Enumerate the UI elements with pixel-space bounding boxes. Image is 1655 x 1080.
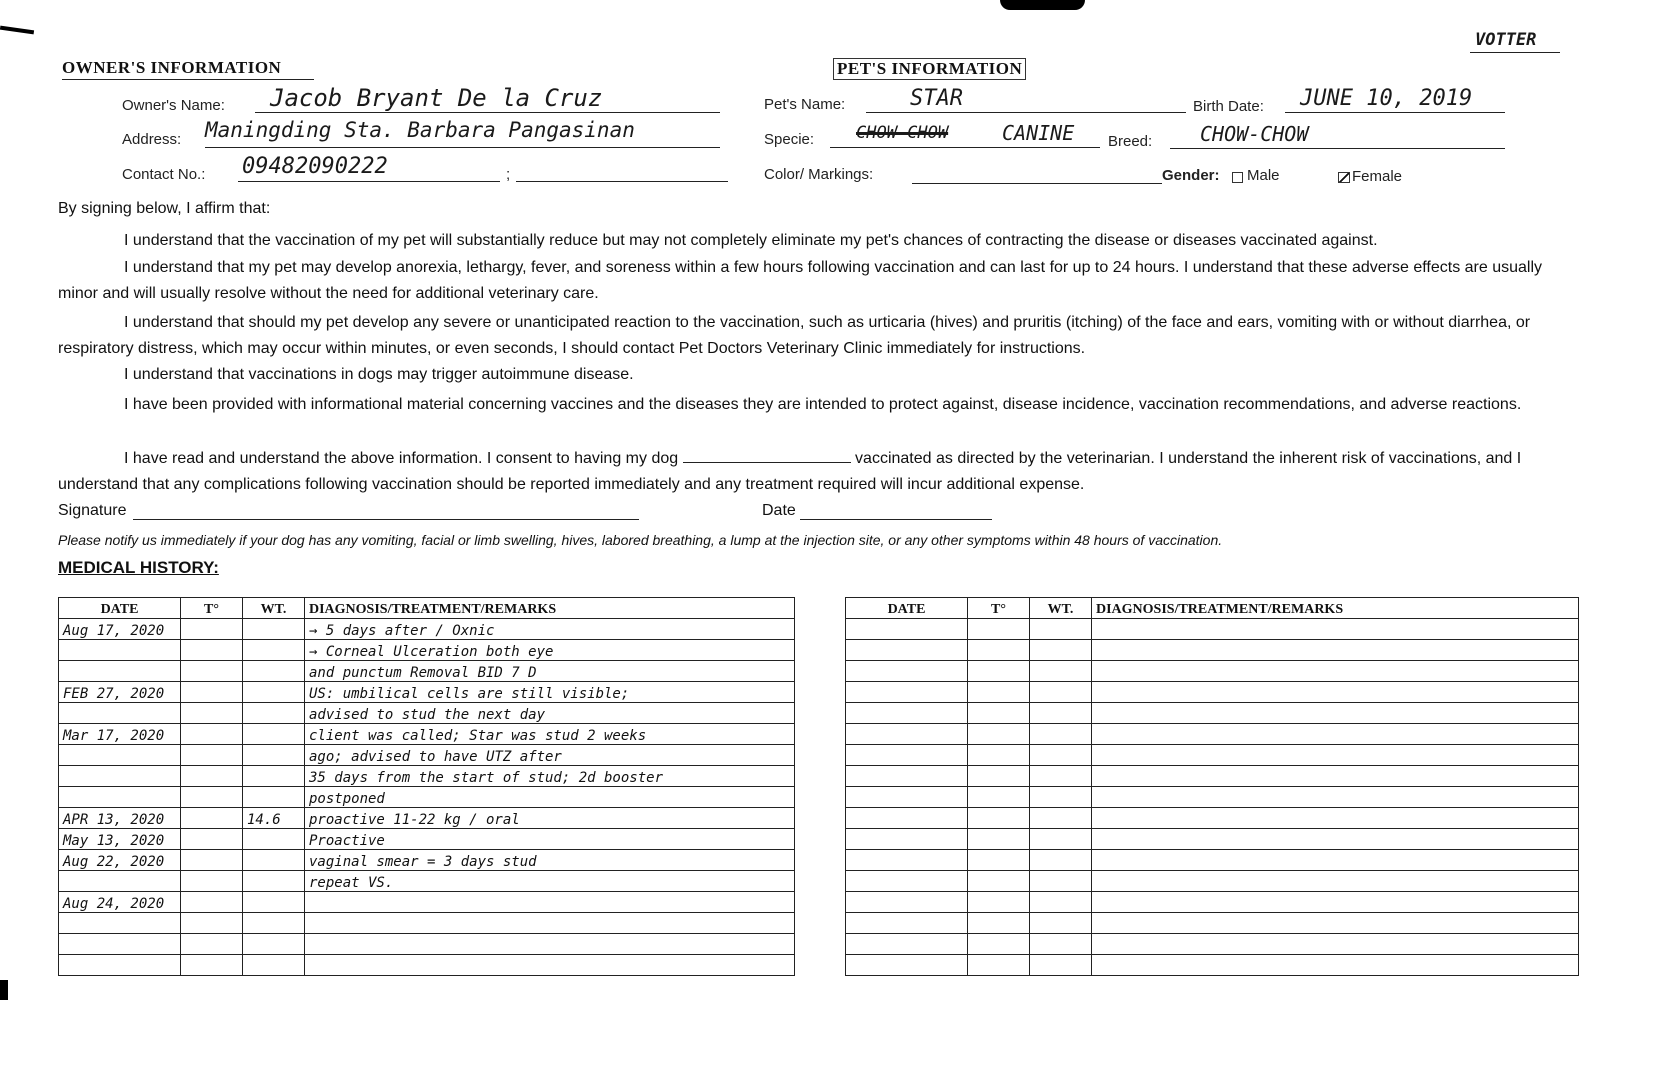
cell-weight bbox=[1030, 766, 1092, 787]
cell-date bbox=[846, 703, 968, 724]
cell-remarks bbox=[1092, 640, 1579, 661]
cell-weight bbox=[1030, 808, 1092, 829]
table-row bbox=[59, 640, 795, 661]
table-row bbox=[846, 871, 1579, 892]
table-row bbox=[59, 661, 795, 682]
cell-remarks bbox=[305, 913, 795, 934]
owner-address-line bbox=[205, 147, 720, 148]
table-row bbox=[846, 892, 1579, 913]
date-line[interactable] bbox=[800, 519, 992, 520]
cell-weight bbox=[243, 745, 305, 766]
cell-temp bbox=[181, 703, 243, 724]
cell-temp bbox=[968, 745, 1030, 766]
table-row bbox=[59, 934, 795, 955]
cell-weight bbox=[243, 682, 305, 703]
table-row bbox=[59, 808, 795, 829]
cell-remarks bbox=[1092, 829, 1579, 850]
cell-temp bbox=[968, 871, 1030, 892]
table-row bbox=[59, 703, 795, 724]
cell-temp bbox=[181, 787, 243, 808]
cell-date bbox=[59, 661, 181, 682]
cell-temp bbox=[968, 766, 1030, 787]
cell-remarks bbox=[1092, 619, 1579, 640]
affirm-paragraph-1 bbox=[58, 228, 1578, 254]
cell-weight bbox=[1030, 850, 1092, 871]
owner-contact-label: Contact No.: bbox=[122, 166, 206, 183]
cell-remarks bbox=[1092, 934, 1579, 955]
cell-date: Aug 24, 2020 bbox=[59, 892, 181, 913]
table-row bbox=[846, 682, 1579, 703]
owner-name-value: Jacob Bryant De la Cruz bbox=[270, 84, 603, 112]
cell-date bbox=[59, 934, 181, 955]
scan-mark-top-left bbox=[0, 26, 34, 35]
col-weight: WT. bbox=[243, 598, 305, 619]
cell-date bbox=[59, 640, 181, 661]
cell-weight bbox=[1030, 913, 1092, 934]
cell-temp bbox=[968, 808, 1030, 829]
cell-weight bbox=[1030, 892, 1092, 913]
table-row bbox=[59, 955, 795, 976]
cell-temp bbox=[181, 871, 243, 892]
pet-color-line bbox=[912, 183, 1162, 184]
table-row bbox=[846, 745, 1579, 766]
affirm-p5-text: I have been provided with informational material concerning vaccines and the diseases they are intended to protect against, disease incidence, vaccination recommendations, and adverse reactions. bbox=[124, 396, 1522, 413]
pet-name-value: STAR bbox=[910, 86, 963, 111]
corner-note-underline bbox=[1470, 52, 1560, 53]
pet-breed-label: Breed: bbox=[1108, 133, 1153, 150]
cell-temp bbox=[968, 934, 1030, 955]
cell-date bbox=[59, 955, 181, 976]
cell-temp bbox=[181, 766, 243, 787]
cell-temp bbox=[181, 724, 243, 745]
cell-weight bbox=[243, 703, 305, 724]
table-row bbox=[846, 913, 1579, 934]
cell-weight bbox=[1030, 682, 1092, 703]
pet-breed-line bbox=[1170, 148, 1505, 149]
owner-name-label: Owner's Name: bbox=[122, 97, 225, 114]
notice-text: Please notify us immediately if your dog has any vomiting, facial or limb swelling, hives, labored breathing, a lump at the injection site, or any other symptoms within 48 hours of vaccination. bbox=[58, 532, 1223, 548]
medical-heading: MEDICAL HISTORY: bbox=[58, 558, 219, 577]
table-row bbox=[59, 787, 795, 808]
affirm-intro: By signing below, I affirm that: bbox=[58, 200, 271, 217]
cell-date bbox=[846, 682, 968, 703]
gender-male-checkbox[interactable] bbox=[1232, 172, 1243, 183]
affirm-paragraph-6 bbox=[58, 446, 1578, 498]
cell-temp bbox=[181, 850, 243, 871]
cell-date bbox=[846, 850, 968, 871]
cell-remarks: ago; advised to have UTZ after bbox=[305, 745, 795, 766]
pet-species-struck: CHOW CHOW bbox=[856, 123, 949, 143]
medical-table-left bbox=[58, 597, 795, 976]
cell-remarks bbox=[305, 934, 795, 955]
cell-weight bbox=[1030, 955, 1092, 976]
cell-temp bbox=[968, 787, 1030, 808]
table-row bbox=[846, 808, 1579, 829]
scan-mark-top bbox=[1000, 0, 1085, 10]
cell-temp bbox=[181, 619, 243, 640]
cell-date bbox=[846, 871, 968, 892]
table-row bbox=[846, 619, 1579, 640]
cell-weight bbox=[1030, 871, 1092, 892]
pet-gender-label: Gender: bbox=[1162, 167, 1220, 184]
col-weight: WT. bbox=[1030, 598, 1092, 619]
cell-remarks bbox=[1092, 682, 1579, 703]
cell-temp bbox=[968, 619, 1030, 640]
cell-remarks bbox=[1092, 871, 1579, 892]
table-row bbox=[59, 682, 795, 703]
affirm-p6a-text: I have read and understand the above information. I consent to having my dog bbox=[124, 450, 679, 467]
cell-weight bbox=[243, 934, 305, 955]
cell-date bbox=[846, 829, 968, 850]
affirm-paragraph-3 bbox=[58, 310, 1578, 362]
cell-date bbox=[846, 892, 968, 913]
cell-remarks bbox=[1092, 913, 1579, 934]
cell-date bbox=[846, 955, 968, 976]
table-row bbox=[846, 724, 1579, 745]
cell-remarks: postponed bbox=[305, 787, 795, 808]
cell-weight bbox=[243, 871, 305, 892]
cell-date bbox=[846, 724, 968, 745]
medical-table-left-header bbox=[59, 598, 795, 619]
pet-birth-value: JUNE 10, 2019 bbox=[1300, 86, 1473, 111]
cell-temp bbox=[181, 913, 243, 934]
cell-temp bbox=[181, 934, 243, 955]
cell-remarks: vaginal smear = 3 days stud bbox=[305, 850, 795, 871]
affirm-p6b-text: vaccinated as directed by the veterinarian. I understand the inherent risk of vaccinations, and I understand that any complications following vaccination should be reported immediately and any treatment required will incur additional expense. bbox=[58, 450, 1522, 493]
cell-date: APR 13, 2020 bbox=[59, 808, 181, 829]
col-temp: T° bbox=[968, 598, 1030, 619]
cell-date bbox=[59, 766, 181, 787]
cell-date bbox=[846, 808, 968, 829]
corner-note: VOTTER bbox=[1475, 30, 1537, 50]
cell-remarks: proactive 11-22 kg / oral bbox=[305, 808, 795, 829]
cell-date bbox=[846, 787, 968, 808]
pet-heading: PET'S INFORMATION bbox=[833, 58, 1026, 80]
cell-temp bbox=[968, 682, 1030, 703]
cell-weight bbox=[1030, 640, 1092, 661]
owner-contact-line bbox=[238, 181, 500, 182]
cell-date bbox=[846, 745, 968, 766]
col-remarks: DIAGNOSIS/TREATMENT/REMARKS bbox=[305, 598, 795, 619]
cell-remarks bbox=[1092, 892, 1579, 913]
cell-remarks bbox=[1092, 703, 1579, 724]
cell-date: Aug 22, 2020 bbox=[59, 850, 181, 871]
pet-birth-line bbox=[1285, 112, 1505, 113]
cell-temp bbox=[181, 892, 243, 913]
table-row bbox=[59, 829, 795, 850]
owner-contact-line-2 bbox=[516, 181, 728, 182]
cell-remarks: Proactive bbox=[305, 829, 795, 850]
pet-breed-value: CHOW-CHOW bbox=[1200, 122, 1309, 146]
col-remarks: DIAGNOSIS/TREATMENT/REMARKS bbox=[1092, 598, 1579, 619]
cell-weight bbox=[243, 913, 305, 934]
cell-temp bbox=[181, 829, 243, 850]
affirm-p4-text: I understand that vaccinations in dogs may trigger autoimmune disease. bbox=[124, 366, 634, 383]
table-row bbox=[846, 829, 1579, 850]
cell-date bbox=[59, 703, 181, 724]
cell-date bbox=[59, 787, 181, 808]
date-label: Date bbox=[762, 502, 796, 519]
cell-weight bbox=[243, 724, 305, 745]
table-row bbox=[846, 850, 1579, 871]
cell-weight bbox=[1030, 619, 1092, 640]
cell-weight bbox=[1030, 724, 1092, 745]
table-row bbox=[846, 640, 1579, 661]
cell-date bbox=[846, 766, 968, 787]
col-temp: T° bbox=[181, 598, 243, 619]
gender-female-label: Female bbox=[1352, 168, 1403, 185]
gender-female-checkbox[interactable] bbox=[1338, 172, 1350, 183]
cell-remarks bbox=[1092, 850, 1579, 871]
cell-remarks: client was called; Star was stud 2 weeks bbox=[305, 724, 795, 745]
table-row bbox=[59, 892, 795, 913]
table-row bbox=[846, 766, 1579, 787]
cell-temp bbox=[968, 955, 1030, 976]
cell-weight bbox=[243, 640, 305, 661]
cell-date bbox=[59, 871, 181, 892]
cell-date bbox=[846, 661, 968, 682]
pet-species-line bbox=[830, 147, 1100, 148]
gender-male-label: Male bbox=[1247, 167, 1280, 184]
cell-temp bbox=[968, 640, 1030, 661]
affirm-p2-text: I understand that my pet may develop anorexia, lethargy, fever, and soreness within a few hours following vaccination and can last for up to 24 hours. I understand that these adverse effects are usually minor and will usually resolve without the need for additional veterinary care. bbox=[58, 259, 1543, 302]
affirm-paragraph-2 bbox=[58, 255, 1578, 307]
cell-weight bbox=[243, 955, 305, 976]
cell-date: Aug 17, 2020 bbox=[59, 619, 181, 640]
cell-temp bbox=[968, 661, 1030, 682]
table-row bbox=[59, 850, 795, 871]
cell-date bbox=[846, 619, 968, 640]
cell-remarks bbox=[1092, 766, 1579, 787]
cell-weight bbox=[1030, 787, 1092, 808]
cell-temp bbox=[968, 703, 1030, 724]
cell-date bbox=[59, 745, 181, 766]
dog-name-blank[interactable] bbox=[683, 448, 851, 463]
table-row bbox=[59, 871, 795, 892]
owner-contact-value: 09482090222 bbox=[242, 154, 388, 179]
owner-address-value: Maningding Sta. Barbara Pangasinan bbox=[205, 118, 635, 142]
cell-date bbox=[846, 913, 968, 934]
owner-heading: OWNER'S INFORMATION bbox=[62, 58, 282, 77]
cell-weight bbox=[243, 892, 305, 913]
cell-temp bbox=[181, 955, 243, 976]
affirm-p3-text: I understand that should my pet develop any severe or unanticipated reaction to the vaccination, such as urticaria (hives) and pruritis (itching) of the face and ears, vomiting with or without diarrhea, or respiratory distress, which may occur within minutes, or even seconds, I should contact Pet Doctors Veterinary Clinic immediately for instructions. bbox=[58, 314, 1531, 357]
cell-remarks bbox=[1092, 808, 1579, 829]
owner-address-label: Address: bbox=[122, 131, 182, 148]
cell-weight: 14.6 bbox=[243, 808, 305, 829]
cell-temp bbox=[968, 850, 1030, 871]
cell-temp bbox=[968, 913, 1030, 934]
cell-weight bbox=[1030, 745, 1092, 766]
cell-remarks: US: umbilical cells are still visible; bbox=[305, 682, 795, 703]
table-row bbox=[846, 661, 1579, 682]
table-row bbox=[846, 703, 1579, 724]
owner-heading-underline bbox=[62, 79, 314, 80]
cell-remarks bbox=[1092, 724, 1579, 745]
table-row bbox=[59, 724, 795, 745]
cell-weight bbox=[1030, 829, 1092, 850]
scan-mark-left-edge bbox=[0, 980, 8, 1000]
table-row bbox=[846, 934, 1579, 955]
col-date: DATE bbox=[59, 598, 181, 619]
cell-date: May 13, 2020 bbox=[59, 829, 181, 850]
cell-remarks bbox=[1092, 787, 1579, 808]
cell-weight bbox=[243, 661, 305, 682]
cell-weight bbox=[243, 850, 305, 871]
cell-remarks bbox=[1092, 745, 1579, 766]
cell-temp bbox=[181, 640, 243, 661]
table-row bbox=[59, 766, 795, 787]
cell-weight bbox=[243, 829, 305, 850]
cell-weight bbox=[1030, 703, 1092, 724]
cell-weight bbox=[1030, 661, 1092, 682]
table-row bbox=[846, 955, 1579, 976]
cell-weight bbox=[243, 766, 305, 787]
cell-temp bbox=[968, 724, 1030, 745]
cell-temp bbox=[968, 892, 1030, 913]
cell-temp bbox=[968, 829, 1030, 850]
table-row bbox=[59, 619, 795, 640]
pet-birth-label: Birth Date: bbox=[1193, 98, 1264, 115]
cell-temp bbox=[181, 682, 243, 703]
owner-contact-separator: ; bbox=[506, 166, 511, 183]
affirm-paragraph-5 bbox=[58, 392, 1578, 418]
col-date: DATE bbox=[846, 598, 968, 619]
pet-name-line bbox=[866, 112, 1186, 113]
cell-date bbox=[59, 913, 181, 934]
cell-remarks bbox=[1092, 955, 1579, 976]
pet-color-label: Color/ Markings: bbox=[764, 166, 874, 183]
cell-date bbox=[846, 934, 968, 955]
cell-date: Mar 17, 2020 bbox=[59, 724, 181, 745]
cell-remarks: repeat VS. bbox=[305, 871, 795, 892]
cell-date bbox=[846, 640, 968, 661]
cell-remarks bbox=[305, 955, 795, 976]
cell-remarks: and punctum Removal BID 7 D bbox=[305, 661, 795, 682]
cell-remarks bbox=[305, 892, 795, 913]
cell-temp bbox=[181, 661, 243, 682]
cell-temp bbox=[181, 745, 243, 766]
table-row bbox=[846, 787, 1579, 808]
cell-date: FEB 27, 2020 bbox=[59, 682, 181, 703]
cell-temp bbox=[181, 808, 243, 829]
cell-remarks bbox=[1092, 661, 1579, 682]
table-row bbox=[59, 745, 795, 766]
cell-weight bbox=[1030, 934, 1092, 955]
affirm-p1-text: I understand that the vaccination of my pet will substantially reduce but may not completely eliminate my pet's chances of contracting the disease or diseases vaccinated against. bbox=[124, 232, 1378, 249]
cell-weight bbox=[243, 787, 305, 808]
cell-remarks: → 5 days after / Oxnic bbox=[305, 619, 795, 640]
pet-species-value: CANINE bbox=[1002, 121, 1075, 145]
cell-remarks: → Corneal Ulceration both eye bbox=[305, 640, 795, 661]
owner-name-line bbox=[255, 112, 720, 113]
affirm-paragraph-4 bbox=[58, 362, 1578, 388]
table-row bbox=[59, 913, 795, 934]
medical-table-right-header bbox=[846, 598, 1579, 619]
signature-label: Signature bbox=[58, 502, 127, 519]
cell-remarks: 35 days from the start of stud; 2d booster bbox=[305, 766, 795, 787]
cell-remarks: advised to stud the next day bbox=[305, 703, 795, 724]
pet-species-label: Specie: bbox=[764, 131, 815, 148]
medical-table-right bbox=[845, 597, 1579, 976]
cell-weight bbox=[243, 619, 305, 640]
pet-name-label: Pet's Name: bbox=[764, 96, 846, 113]
signature-line[interactable] bbox=[133, 519, 639, 520]
